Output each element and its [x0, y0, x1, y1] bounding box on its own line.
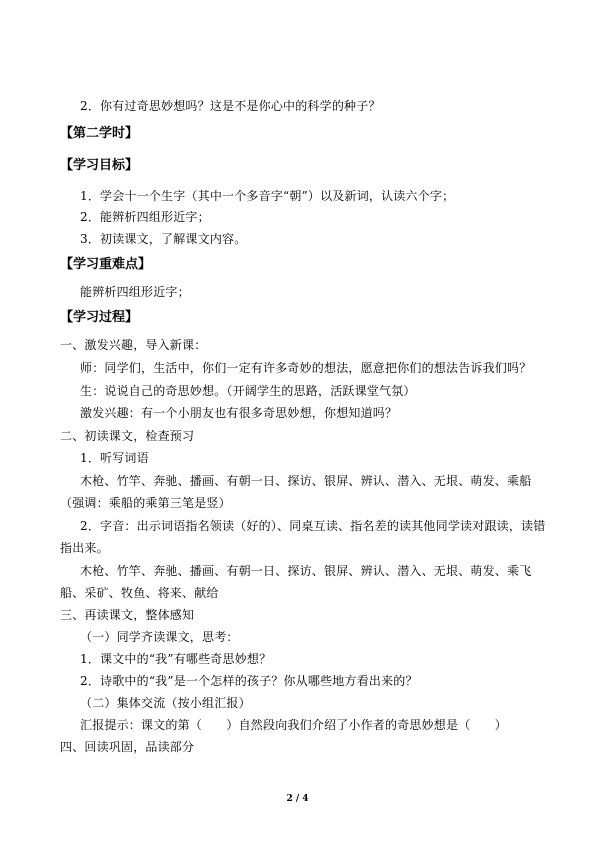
text-line: 2．字音：出示词语指名领读（好的）、同桌互读、指名差的读其他同学读对跟读，读错	[80, 519, 546, 533]
text-line: 3．初读课文，了解课文内容。	[80, 232, 247, 246]
text-line: 2．诗歌中的“我”是一个怎样的孩子？你从哪些地方看出来的？	[80, 674, 418, 688]
text-line: 四、回读巩固，品读部分	[60, 740, 195, 754]
text-line: （强调：乘船的乘第三笔是竖）	[60, 496, 231, 510]
text-line: 1．学会十一个生字（其中一个多音字“朝”）以及新词，认读六个字；	[80, 189, 455, 203]
text-line: 三、再读课文，整体感知	[60, 608, 195, 622]
text-line: （二）集体交流（按小组汇报）	[80, 696, 251, 710]
text-line: 汇报提示：课文的第（ ）自然段向我们介绍了小作者的奇思妙想是（ ）	[80, 718, 508, 732]
text-line: 2．能辨析四组形近字；	[80, 210, 210, 224]
text-line: 指出来。	[60, 541, 109, 555]
section-heading: 【学习目标】	[60, 158, 139, 173]
text-line: 师：同学们，生活中，你们一定有许多奇妙的想法，愿意把你们的想法告诉我们吗？	[80, 361, 532, 375]
text-line: 一、激发兴趣，导入新课：	[60, 338, 207, 352]
text-line: 船、采矿、牧鱼、将来、献给	[60, 586, 219, 600]
section-heading: 【学习重难点】	[60, 257, 152, 272]
text-line: 二、初读课文，检查预习	[60, 429, 195, 443]
text-line: 1．听写词语	[80, 451, 149, 465]
text-line: 木枪、竹竿、奔驰、播画、有朝一日、探访、银屏、辨认、潜入、无垠、萌发、乘船	[80, 474, 532, 488]
text-line: 能辨析四组形近字；	[80, 285, 190, 299]
text-line: 激发兴趣：有一个小朋友也有很多奇思妙想，你想知道吗？	[80, 406, 398, 420]
text-line: 1．课文中的“我”有哪些奇思妙想？	[80, 652, 272, 666]
section-heading: 【学习过程】	[60, 310, 139, 325]
text-line: 2．你有过奇思妙想吗？这是不是你心中的科学的种子？	[80, 99, 381, 113]
text-line: 生：说说自己的奇思妙想。（开阔学生的思路，活跃课堂气氛）	[80, 384, 416, 398]
text-line: 木枪、竹竿、奔驰、播画、有朝一日、探访、银屏、辨认、潜入、无垠、萌发、乘飞	[80, 564, 532, 578]
text-line: （一）同学齐读课文，思考：	[80, 630, 239, 644]
section-heading: 【第二学时】	[60, 126, 139, 141]
page-number: 2 / 4	[286, 794, 309, 804]
